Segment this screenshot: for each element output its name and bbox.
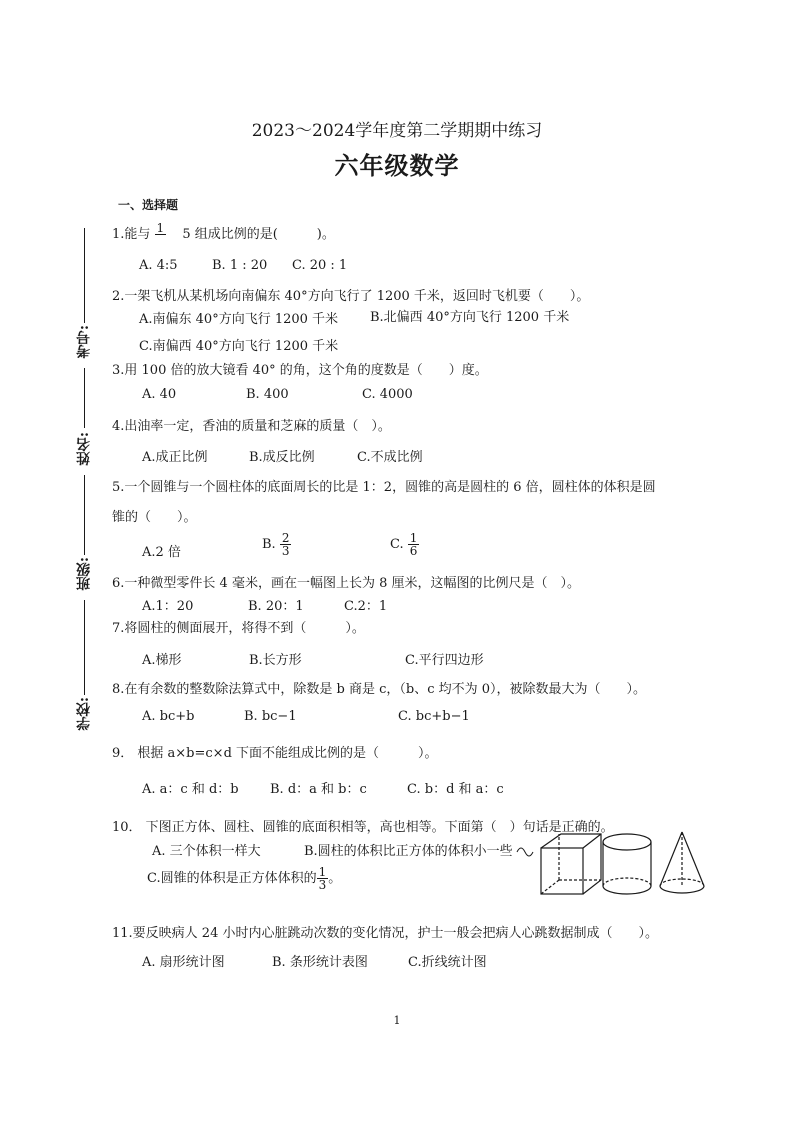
q5-b-den: 3 <box>281 544 290 558</box>
q10-c-fraction <box>317 866 329 891</box>
q1-frac-num: 1 <box>156 221 165 235</box>
question-3: 3.用 100 倍的放大镜看 40° 的角，这个角的度数是（ ）度。 <box>112 363 488 378</box>
q10-c-den: 3 <box>318 878 327 892</box>
name-label: 姓名: <box>76 432 92 466</box>
q5-option-a: A.2 倍 <box>142 545 181 560</box>
q6-option-c: C.2：1 <box>344 599 388 614</box>
q1-post: 5 组成比例的是( )。 <box>182 227 335 242</box>
page-number: 1 <box>393 1014 401 1027</box>
q4-option-b: B.成反比例 <box>249 450 315 465</box>
q4-option-c: C.不成比例 <box>357 450 423 465</box>
question-6: 6.一种微型零件长 4 毫米，画在一幅图上长为 8 厘米，这幅图的比例尺是（ ）。 <box>112 576 580 591</box>
question-5-line-2: 锥的（ ）。 <box>112 510 197 525</box>
question-5-line-1: 5.一个圆锥与一个圆柱体的底面周长的比是 1：2，圆锥的高是圆柱的 6 倍，圆柱体的体积是圆 <box>112 480 656 495</box>
question-1 <box>112 222 335 247</box>
q3-option-c: C. 4000 <box>362 387 413 402</box>
q5-c-prefix: C. <box>390 537 404 552</box>
q7-option-b: B.长方形 <box>249 653 302 668</box>
q11-option-b: B. 条形统计表图 <box>272 955 368 970</box>
q10-option-a: A. 三个体积一样大 <box>152 844 261 859</box>
q5-option-b <box>262 532 291 557</box>
q9-option-c: C. b：d 和 a：c <box>407 782 504 797</box>
binding-line <box>84 600 85 695</box>
q11-option-c: C.折线统计图 <box>408 955 487 970</box>
q1-option-c: C. 20 : 1 <box>292 258 348 273</box>
q6-option-b: B. 20：1 <box>248 599 304 614</box>
q5-b-fraction <box>280 532 292 557</box>
question-9: 9． 根据 a×b=c×d 下面不能组成比例的是（ ）。 <box>112 746 438 761</box>
cube-icon <box>541 834 601 894</box>
subject-title: 六年级数学 <box>334 151 460 180</box>
cylinder-icon <box>603 834 651 894</box>
q3-option-b: B. 400 <box>246 387 289 402</box>
q5-c-den: 6 <box>409 544 418 558</box>
q8-option-b: B. bc−1 <box>244 709 297 724</box>
exam-title: 2023～2024学年度第二学期期中练习 <box>251 121 543 141</box>
q5-c-fraction <box>408 532 420 557</box>
q4-option-a: A.成正比例 <box>142 450 208 465</box>
q7-option-a: A.梯形 <box>142 653 182 668</box>
section-heading: 一、选择题 <box>118 198 179 212</box>
q3-option-a: A. 40 <box>142 387 177 402</box>
q10-c-suffix: 。 <box>328 871 342 886</box>
cone-icon <box>660 832 704 893</box>
question-8: 8.在有余数的整数除法算式中，除数是 b 商是 c，（b、c 均不为 0），被除数最大为（ ）。 <box>112 682 647 697</box>
q8-option-c: C. bc+b−1 <box>398 709 470 724</box>
binding-line <box>84 368 85 428</box>
q1-option-a: A. 4:5 <box>139 258 178 273</box>
q9-option-a: A. a：c 和 d：b <box>142 782 239 797</box>
scribble-mark <box>517 848 533 856</box>
q10-c-prefix: C.圆锥的体积是正方体体积的 <box>147 871 317 886</box>
q8-option-a: A. bc+b <box>142 709 195 724</box>
q10-option-c <box>147 866 341 891</box>
q2-option-c: C.南偏西 40°方向飞行 1200 千米 <box>139 339 339 354</box>
school-label: 学校: <box>76 697 92 731</box>
q7-option-c: C.平行四边形 <box>405 653 484 668</box>
q1-option-b: B. 1 : 20 <box>212 258 268 273</box>
question-7: 7.将圆柱的侧面展开，将得不到（ ）。 <box>112 621 365 636</box>
binding-line <box>84 228 85 323</box>
q5-b-num: 2 <box>281 531 290 545</box>
q1-frac-den <box>155 235 167 247</box>
q9-option-b: B. d：a 和 b：c <box>270 782 367 797</box>
question-11: 11.要反映病人 24 小时内心脏跳动次数的变化情况，护士一般会把病人心跳数据制成（ ）。 <box>112 926 658 941</box>
binding-line <box>84 475 85 555</box>
exam-no-label: 考号: <box>76 325 92 359</box>
q1-pre: 1.能与 <box>112 227 151 242</box>
question-4: 4.出油率一定，香油的质量和芝麻的质量（ ）。 <box>112 419 391 434</box>
q5-b-prefix: B. <box>262 537 276 552</box>
q1-fraction <box>155 222 167 247</box>
class-label: 班级: <box>76 557 92 591</box>
q6-option-a: A.1：20 <box>142 599 194 614</box>
q11-option-a: A. 扇形统计图 <box>142 955 225 970</box>
question-2: 2.一架飞机从某机场向南偏东 40°方向飞行了 1200 千米，返回时飞机要（ ）。 <box>112 289 590 304</box>
q2-option-b: B.北偏西 40°方向飞行 1200 千米 <box>370 310 570 325</box>
q5-c-num: 1 <box>409 531 418 545</box>
q10-c-num: 1 <box>318 865 327 879</box>
question-10: 10． 下图正方体、圆柱、圆锥的底面积相等，高也相等。下面第（ ）句话是正确的。 <box>112 820 614 835</box>
solid-figures <box>515 828 707 900</box>
q10-option-b: B.圆柱的体积比正方体的体积小一些 <box>304 844 513 859</box>
q5-option-c <box>390 532 419 557</box>
q2-option-a: A.南偏东 40°方向飞行 1200 千米 <box>139 312 339 327</box>
